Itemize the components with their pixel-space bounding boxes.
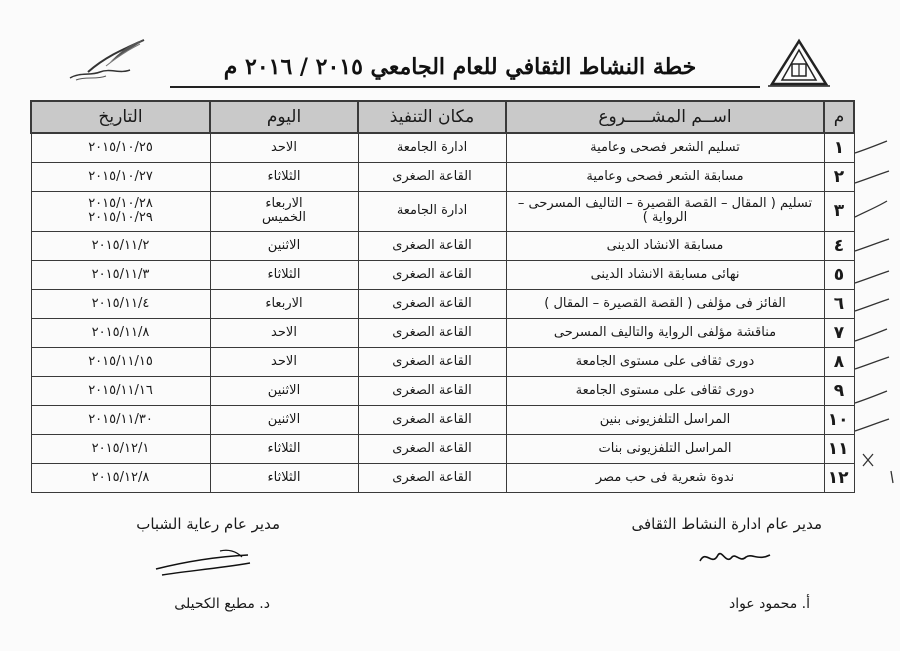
row-date: ٢٠١٥/١٠/٢٥ <box>31 133 210 162</box>
row-place: القاعة الصغرى <box>358 289 506 318</box>
row-project: مسابقة الانشاد الدينى <box>506 231 824 260</box>
activity-table-container <box>30 100 853 493</box>
row-date: ٢٠١٥/١١/٢ <box>31 231 210 260</box>
row-project: تسليم الشعر فصحى وعامية <box>506 133 824 162</box>
row-date: ٢٠١٥/١٢/١ <box>31 434 210 463</box>
margin-check-marks-icon <box>853 131 900 511</box>
row-date: ٢٠١٥/١١/٣٠ <box>31 405 210 434</box>
table-row <box>31 133 854 162</box>
signature-title-youth: مدير عام رعاية الشباب <box>136 515 280 533</box>
row-day: الثلاثاء <box>210 463 358 492</box>
row-num: ١ <box>824 133 854 162</box>
row-date: ٢٠١٥/١١/١٥ <box>31 347 210 376</box>
signature-title-cultural: مدير عام ادارة النشاط الثقافى <box>631 515 822 533</box>
row-project: نهائى مسابقة الانشاد الدينى <box>506 260 824 289</box>
row-date: ٢٠١٥/١١/٣ <box>31 260 210 289</box>
row-day: الاربعاء <box>210 289 358 318</box>
table-row <box>31 405 854 434</box>
row-day: الاحد <box>210 318 358 347</box>
row-project: المراسل التلفزيونى بنات <box>506 434 824 463</box>
table-header-row <box>31 101 854 133</box>
row-day: الاثنين <box>210 376 358 405</box>
table-row <box>31 260 854 289</box>
header-date: التاريخ <box>31 101 210 133</box>
handwritten-signature-right <box>696 543 776 573</box>
row-date: ٢٠١٥/١١/١٦ <box>31 376 210 405</box>
header-place: مكان التنفيذ <box>358 101 506 133</box>
row-day: الثلاثاء <box>210 434 358 463</box>
quill-pen-icon <box>66 38 146 82</box>
row-num: ٧ <box>824 318 854 347</box>
row-place: القاعة الصغرى <box>358 463 506 492</box>
row-place: القاعة الصغرى <box>358 347 506 376</box>
table-row <box>31 318 854 347</box>
signature-name-cultural: أ. محمود عواد <box>728 596 810 612</box>
row-date-second: ٢٠١٥/١٠/٢٩ <box>88 210 153 225</box>
row-num: ٦ <box>824 289 854 318</box>
activity-table <box>30 100 855 493</box>
row-project: الفائز فى مؤلفى ( القصة القصيرة – المقال ) <box>506 289 824 318</box>
signature-name-youth: د. مطيع الكحيلى <box>174 596 270 612</box>
row-place: ادارة الجامعة <box>358 191 506 231</box>
row-date <box>31 191 210 231</box>
row-date-first: ٢٠١٥/١٠/٢٨ <box>88 196 153 211</box>
row-project: مسابقة الشعر فصحى وعامية <box>506 162 824 191</box>
row-project: دورى ثقافى على مستوى الجامعة <box>506 376 824 405</box>
row-day: الاثنين <box>210 231 358 260</box>
row-day-first: الاربعاء <box>265 196 303 211</box>
row-day-second: الخميس <box>262 210 306 225</box>
row-day <box>210 191 358 231</box>
row-num: ٩ <box>824 376 854 405</box>
table-row <box>31 347 854 376</box>
row-place: القاعة الصغرى <box>358 376 506 405</box>
row-num: ١١ <box>824 434 854 463</box>
university-logo-icon <box>768 38 830 88</box>
header-day: اليوم <box>210 101 358 133</box>
table-row <box>31 434 854 463</box>
row-place: القاعة الصغرى <box>358 260 506 289</box>
row-project: ندوة شعرية فى حب مصر <box>506 463 824 492</box>
header-num: م <box>824 101 854 133</box>
row-project: مناقشة مؤلفى الرواية والتاليف المسرحى <box>506 318 824 347</box>
table-row <box>31 162 854 191</box>
row-date: ٢٠١٥/١١/٨ <box>31 318 210 347</box>
table-row <box>31 289 854 318</box>
document-title: خطة النشاط الثقافي للعام الجامعي ٢٠١٥ / ٢٠١٦ م <box>223 54 697 80</box>
title-underline <box>170 86 760 88</box>
row-day: الاثنين <box>210 405 358 434</box>
row-project: تسليم ( المقال – القصة القصيرة – التاليف المسرحى – الرواية ) <box>506 191 824 231</box>
row-day: الثلاثاء <box>210 162 358 191</box>
header-project: اســم المشـــــروع <box>506 101 824 133</box>
row-num: ٥ <box>824 260 854 289</box>
row-day: الاحد <box>210 133 358 162</box>
table-row <box>31 463 854 492</box>
row-place: القاعة الصغرى <box>358 162 506 191</box>
row-num: ١٢ <box>824 463 854 492</box>
row-project: دورى ثقافى على مستوى الجامعة <box>506 347 824 376</box>
row-num: ٢ <box>824 162 854 191</box>
row-place: ادارة الجامعة <box>358 133 506 162</box>
row-num: ٨ <box>824 347 854 376</box>
table-row <box>31 231 854 260</box>
row-date: ٢٠١٥/١٢/٨ <box>31 463 210 492</box>
row-num: ٣ <box>824 191 854 231</box>
row-date: ٢٠١٥/١٠/٢٧ <box>31 162 210 191</box>
row-place: القاعة الصغرى <box>358 405 506 434</box>
table-row <box>31 376 854 405</box>
row-place: القاعة الصغرى <box>358 231 506 260</box>
handwritten-signature-left <box>150 545 260 585</box>
row-date: ٢٠١٥/١١/٤ <box>31 289 210 318</box>
row-place: القاعة الصغرى <box>358 318 506 347</box>
row-day: الثلاثاء <box>210 260 358 289</box>
row-num: ٤ <box>824 231 854 260</box>
table-row <box>31 191 854 231</box>
row-project: المراسل التلفزيونى بنين <box>506 405 824 434</box>
row-num: ١٠ <box>824 405 854 434</box>
row-day: الاحد <box>210 347 358 376</box>
row-place: القاعة الصغرى <box>358 434 506 463</box>
